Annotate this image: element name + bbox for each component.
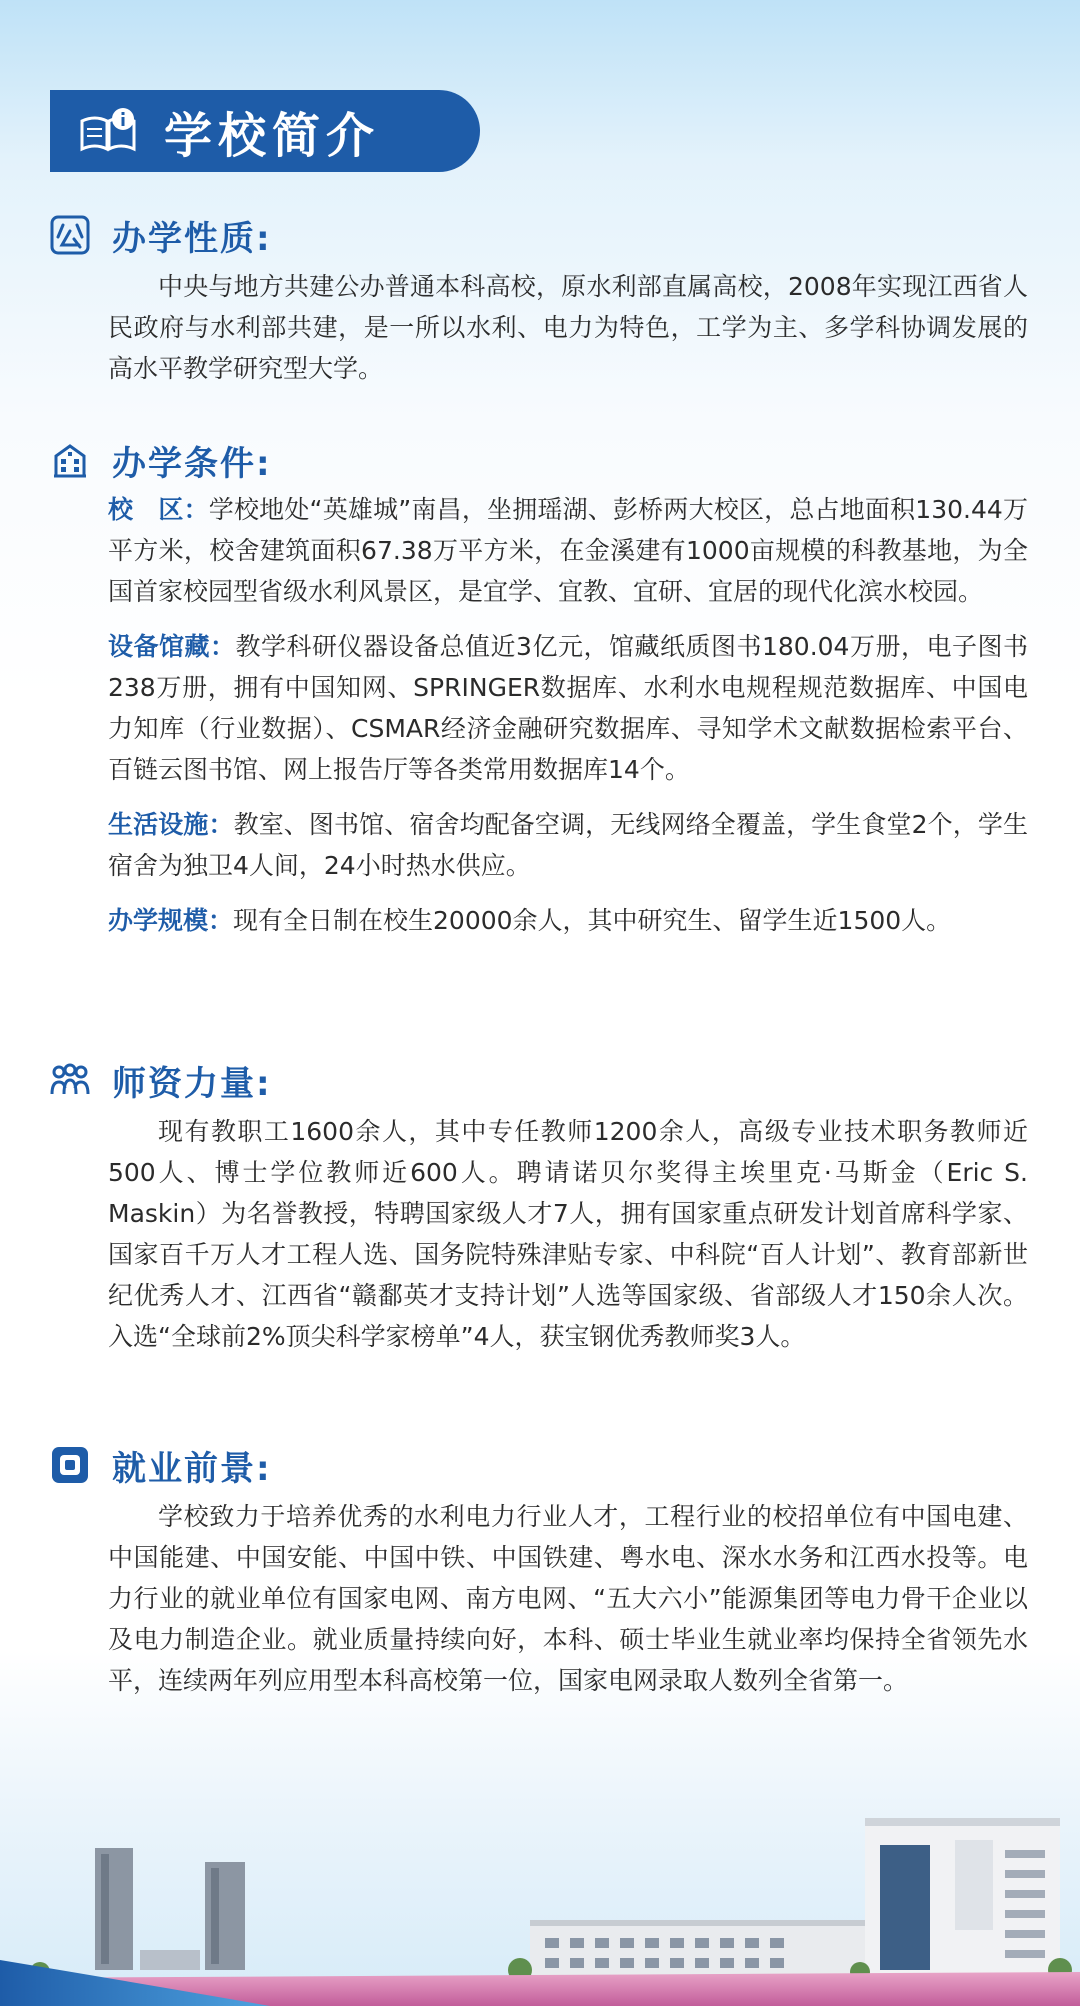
book-info-icon xyxy=(78,107,138,155)
section-conditions xyxy=(50,435,1040,941)
gong-badge-icon xyxy=(50,215,90,255)
condition-scale xyxy=(108,900,1028,941)
section-title: 办学性质: xyxy=(112,218,272,259)
item-label: 办学规模： xyxy=(108,906,234,935)
header-banner xyxy=(50,90,480,172)
item-text: 教学科研仪器设备总值近3亿元，馆藏纸质图书180.04万册，电子图书238万册，拥有中国知网、SPRINGER数据库、水利水电规程规范数据库、中国电力知库（行业数据）、CSMAR经济金融研究数据库、寻知学术文献数据检索平台、百链云图书馆、网上报告厅等各类常用数据库14个。 xyxy=(108,632,1028,784)
section-title: 就业前景: xyxy=(112,1448,272,1489)
item-label: 设备馆藏： xyxy=(108,632,236,661)
condition-campus xyxy=(108,489,1028,612)
section-text: 现有教职工1600余人，其中专任教师1200余人，高级专业技术职务教师近500人、博士学位教师近600人。聘请诺贝尔奖得主埃里克·马斯金（Eric S. Maskin）为名誉教授，特聘国家级人才7人，拥有国家重点研发计划首席科学家、国家百千万人才工程人选、国务院特殊津贴专家、中科院“百人计划”、教育部新世纪优秀人才、江西省“赣鄱英才支持计划”人选等国家级、省部级人才150余人次。入选“全球前2%顶尖科学家榜单”4人，获宝钢优秀教师奖3人。 xyxy=(108,1117,1028,1351)
section-text: 学校致力于培养优秀的水利电力行业人才，工程行业的校招单位有中国电建、中国能建、中国安能、中国中铁、中国铁建、粤水电、深水水务和江西水投等。电力行业的就业单位有国家电网、南方电网、“五大六小”能源集团等电力骨干企业以及电力制造企业。就业质量持续向好，本科、硕士毕业生就业率均保持全省领先水平，连续两年列应用型本科高校第一位，国家电网录取人数列全省第一。 xyxy=(108,1502,1028,1695)
building-icon xyxy=(50,440,90,480)
section-nature xyxy=(50,210,1040,389)
section-text: 中央与地方共建公办普通本科高校，原水利部直属高校，2008年实现江西省人民政府与水利部共建，是一所以水利、电力为特色，工学为主、多学科协调发展的高水平教学研究型大学。 xyxy=(108,272,1028,383)
item-label: 生活设施： xyxy=(108,810,234,839)
square-badge-icon xyxy=(50,1445,90,1485)
section-employment xyxy=(50,1440,1040,1701)
condition-equipment xyxy=(108,626,1028,790)
item-label: 校 区： xyxy=(108,495,209,524)
campus-skyline-illustration xyxy=(0,1800,1080,2006)
page-title: 学校简介 xyxy=(164,107,381,164)
item-text: 学校地处“英雄城”南昌，坐拥瑶湖、彭桥两大校区，总占地面积130.44万平方米，校舍建筑面积67.38万平方米，在金溪建有1000亩规模的科教基地，为全国首家校园型省级水利风景区，是宜学、宜教、宜研、宜居的现代化滨水校园。 xyxy=(108,495,1028,606)
section-faculty xyxy=(50,1055,1040,1357)
condition-living xyxy=(108,804,1028,886)
people-group-icon xyxy=(50,1060,90,1100)
item-text: 教室、图书馆、宿舍均配备空调，无线网络全覆盖，学生食堂2个，学生宿舍为独卫4人间，24小时热水供应。 xyxy=(108,810,1028,880)
section-title: 办学条件: xyxy=(112,443,272,484)
item-text: 现有全日制在校生20000余人，其中研究生、留学生近1500人。 xyxy=(233,906,952,935)
section-title: 师资力量: xyxy=(112,1063,272,1104)
